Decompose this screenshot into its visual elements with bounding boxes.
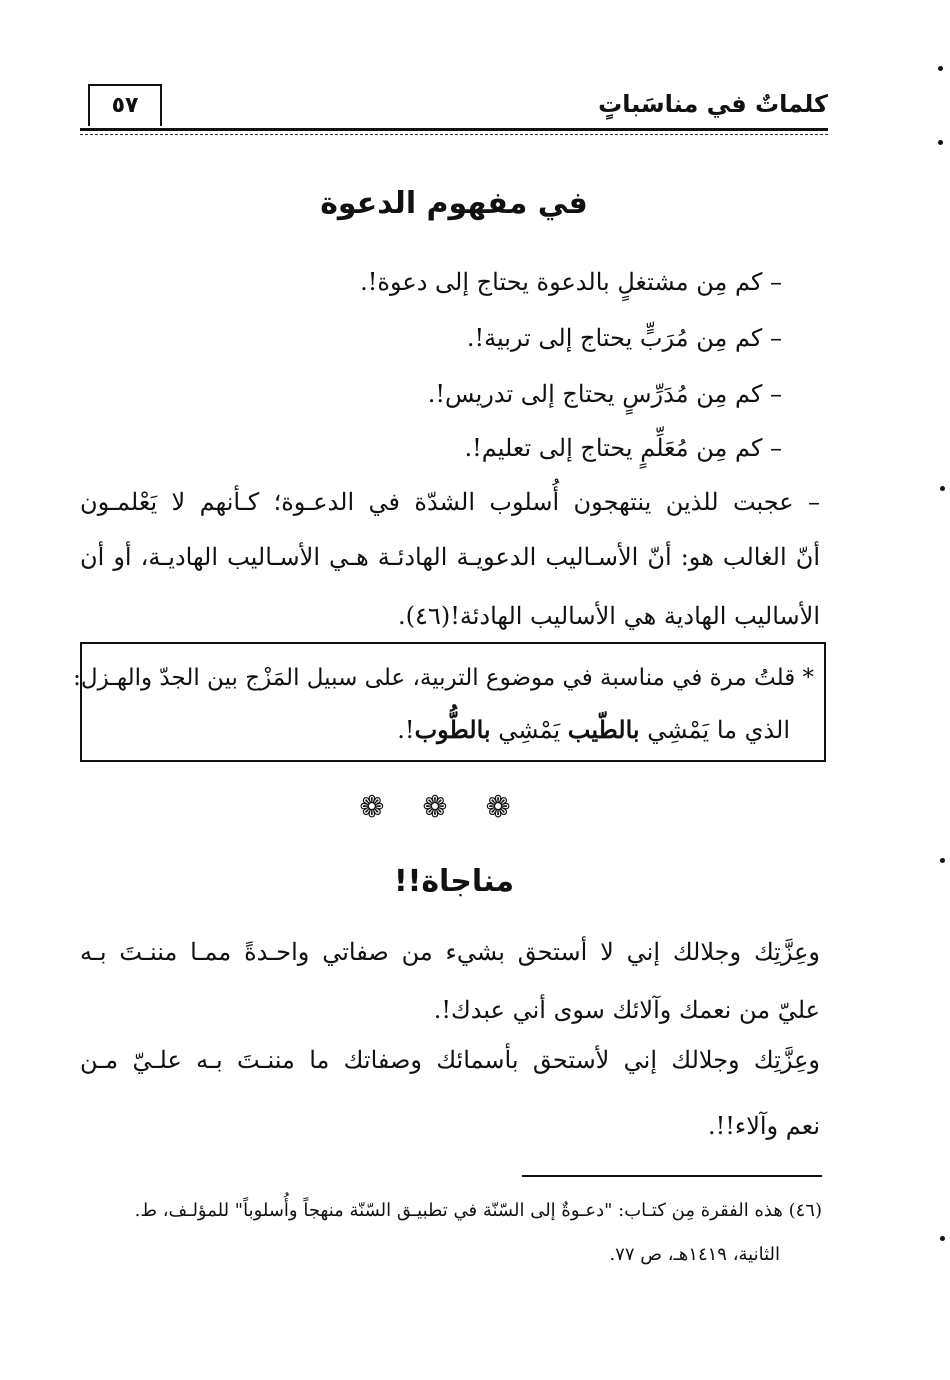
munajat-line-1: وعِزَّتِك وجلالك إني لا أستحق بشيء من صفاتي واحـدةً ممـا مننـتَ بـه [80, 938, 820, 966]
scan-edge-mark [940, 1236, 945, 1241]
quote-line-2 [397, 710, 790, 750]
header-rule [80, 128, 828, 131]
footnote-rule [522, 1175, 822, 1177]
section-title-munajat: مناجاة!! [393, 864, 515, 899]
scan-edge-mark [940, 486, 945, 491]
dawah-item-3: – كم مِن مُدَرِّسٍ يحتاج إلى تدريس!. [427, 380, 782, 408]
dawah-paragraph-line-3: الأساليب الهادية هي الأساليب الهادئة!(٤٦). [398, 602, 820, 630]
quote-bold-tub: بالطُّوب [414, 715, 491, 744]
page-number: ٥٧ [88, 84, 162, 126]
running-header-title: كلماتٌ في مناسَباتٍ [598, 90, 828, 118]
quote-text-mid: يَمْشِي [490, 716, 568, 744]
munajat-line-4: نعم وآلاء!!. [707, 1112, 820, 1140]
footnote-line-2: الثانية، ١٤١٩هـ، ص ٧٧. [609, 1244, 780, 1265]
dawah-paragraph-line-2: أنّ الغالب هو: أنّ الأسـاليب الدعويـة الهادئـة هـي الأسـاليب الهاديـة، أو أن [80, 543, 820, 571]
dawah-item-2: – كم مِن مُرَبٍّ يحتاج إلى تربية!. [466, 324, 782, 352]
munajat-line-3: وعِزَّتِك وجلالك إني لأستحق بأسمائك وصفاتك ما مننـتَ بـه علـيّ مـن [80, 1046, 820, 1074]
quote-bold-tayyib: بالطّيب [567, 715, 640, 744]
footnote-line-1: (٤٦) هذه الفقرة مِن كتـاب: "دعـوةٌ إلى السّنّة في تطبيـق السّنّة منهجاً وأُسلوباً" للمؤلـف، ط. [134, 1200, 822, 1221]
header-rule-dashed [80, 134, 828, 135]
dawah-paragraph-line-1: – عجبت للذين ينتهجون أُسلوب الشدّة في الدعـوة؛ كـأنهم لا يَعْلمـون [80, 488, 820, 516]
section-divider-ornaments: ❁❁❁ [359, 790, 549, 825]
dawah-item-1: – كم مِن مشتغلٍ بالدعوة يحتاج إلى دعوة!. [360, 268, 782, 296]
scan-edge-mark [940, 858, 945, 863]
quote-line-1: * قلتُ مرة في مناسبة في موضوع التربية، على سبيل المَزْج بين الجدّ والهـزل: [73, 665, 814, 691]
running-header [80, 84, 828, 130]
quote-text-start: الذي ما يَمْشِي [639, 716, 790, 744]
scan-edge-mark [938, 66, 943, 71]
munajat-line-2: عليّ من نعمك وآلائك سوى أني عبدك!. [433, 996, 820, 1024]
quote-text-end: !. [397, 716, 415, 744]
scan-edge-mark [938, 140, 943, 145]
section-title-dawah: في مفهوم الدعوة [320, 186, 588, 221]
quote-box [73, 642, 826, 762]
dawah-item-4: – كم مِن مُعَلِّمٍ يحتاج إلى تعليم!. [464, 434, 782, 462]
